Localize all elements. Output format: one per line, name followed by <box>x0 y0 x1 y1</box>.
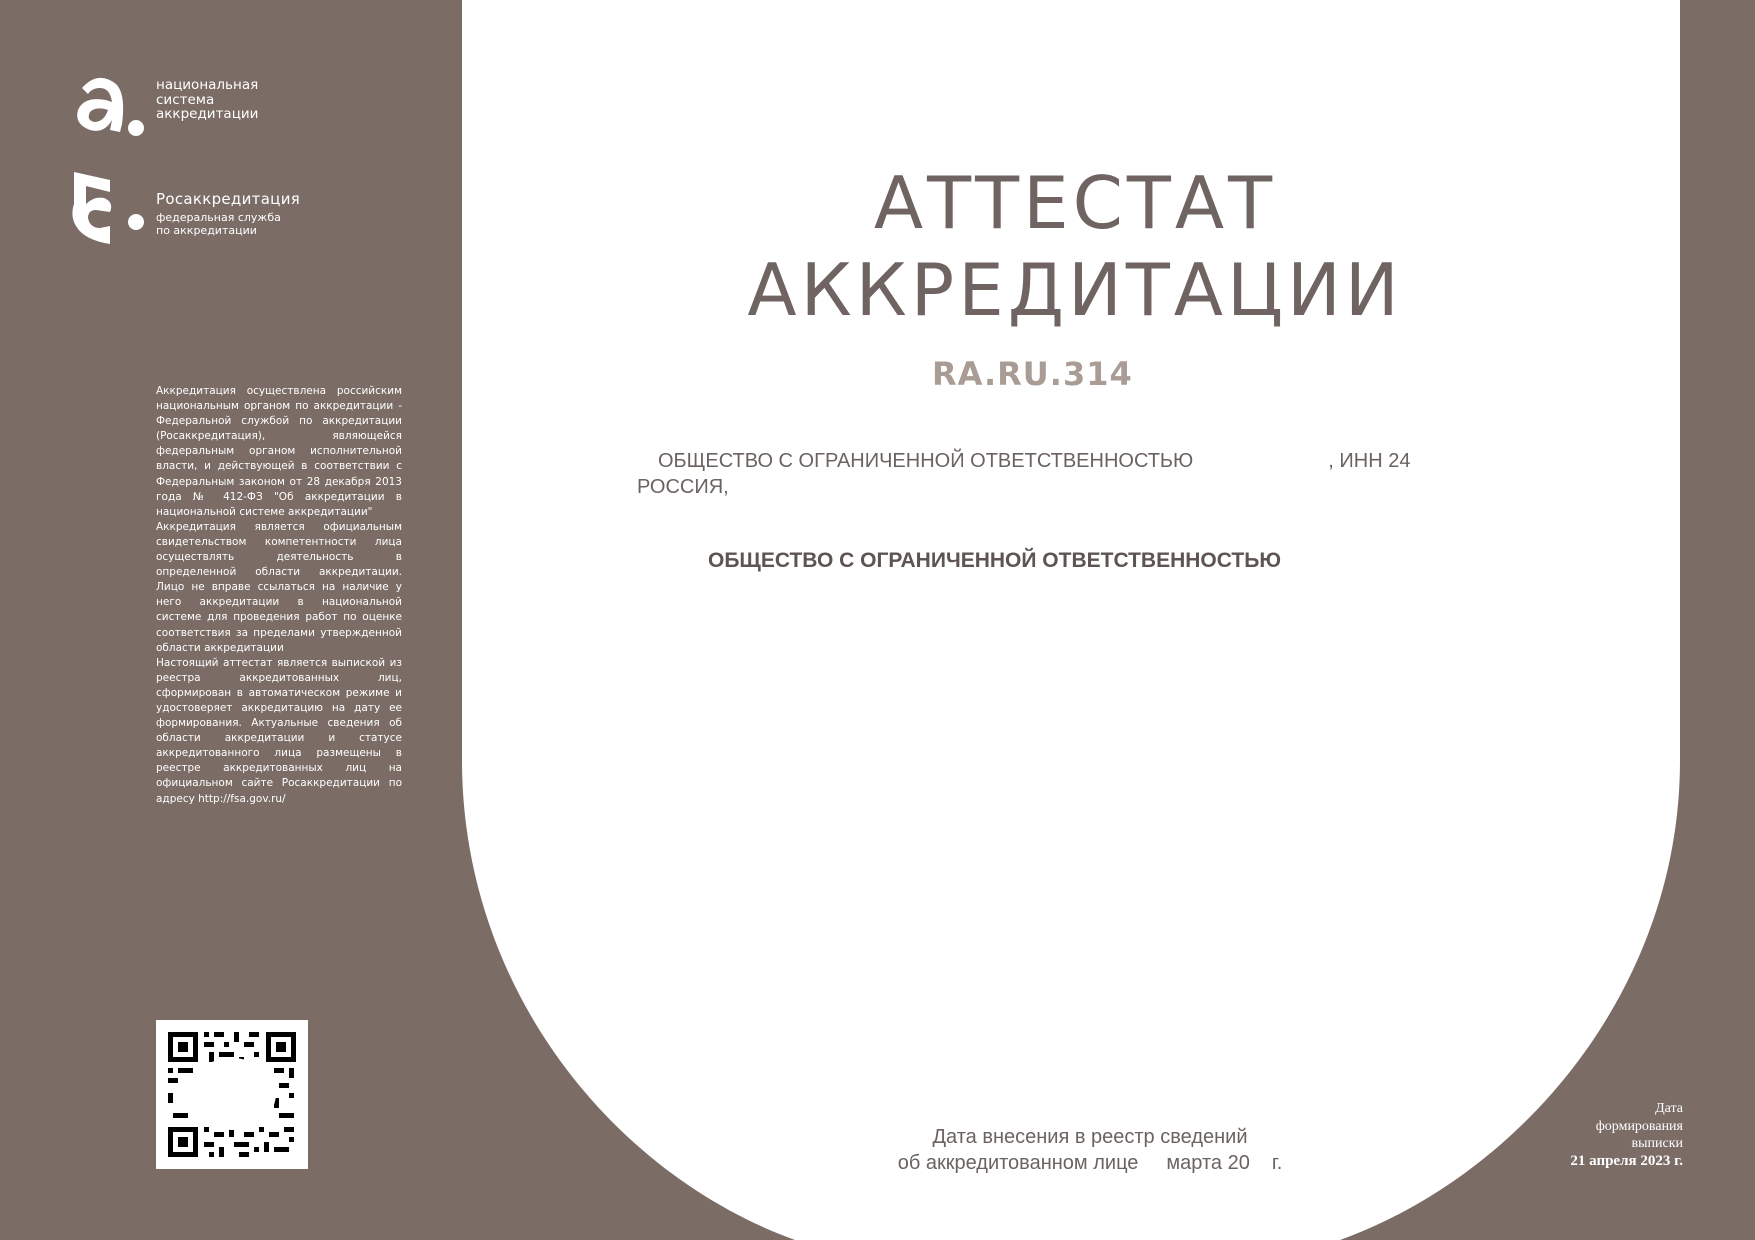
registry-entry-date <box>880 1124 1300 1176</box>
formation-date-label: Дата <box>1655 1101 1683 1116</box>
formation-date-block <box>1570 1100 1683 1170</box>
organization-details-line2: РОССИЯ, <box>637 476 729 498</box>
registration-number: RA.RU.314 <box>932 355 1133 393</box>
nsa-logo-line: аккредитации <box>156 106 259 122</box>
formation-date-label: выписки <box>1631 1136 1683 1151</box>
organization-inn-text: , ИНН 24 <box>1328 450 1411 472</box>
formation-date-label: формирования <box>1595 1118 1683 1134</box>
registry-entry-year-suffix: г. <box>1271 1152 1283 1174</box>
rosaccreditation-logo <box>70 170 300 250</box>
certificate-title-line1: АТТЕСТАТ <box>873 161 1277 245</box>
formation-date-value: 21 апреля 2023 г. <box>1570 1152 1683 1169</box>
accredited-organization-title: ОБЩЕСТВО С ОГРАНИЧЕННОЙ ОТВЕТСТВЕННОСТЬЮ <box>708 549 1281 572</box>
certificate-title-line2: АККРЕДИТАЦИИ <box>747 248 1403 332</box>
rosaccreditation-logo-icon <box>70 170 150 250</box>
qr-code <box>156 1020 308 1169</box>
nsa-logo-line: национальная <box>156 77 259 93</box>
national-accreditation-system-logo-icon <box>70 70 150 150</box>
registry-entry-label-line1: Дата внесения в реестр сведений <box>932 1126 1248 1148</box>
registry-entry-label-text: об аккредитованном лице <box>897 1152 1139 1174</box>
legal-paragraph: Настоящий аттестат является выпиской из реестра аккредитованных лиц, сформирован в автоматическом режиме и удостоверяет аккредитацию на дату ее формирования. Актуальные сведения об области аккредитации и статусе аккредитованного лица размещены в реестре аккредитованных лиц на официальном сайте Росаккредитации по адресу http://fsa.gov.ru/ <box>156 656 402 805</box>
nsa-logo-text <box>156 78 258 122</box>
nsa-logo <box>70 70 258 150</box>
qr-code-icon <box>156 1020 308 1169</box>
rosaccreditation-subtitle: федеральная служба <box>156 211 281 224</box>
organization-name-text: ОБЩЕСТВО С ОГРАНИЧЕННОЙ ОТВЕТСТВЕННОСТЬЮ <box>658 450 1194 472</box>
rosaccreditation-subtitle: по аккредитации <box>156 224 257 237</box>
registry-entry-month: марта 20 <box>1166 1152 1250 1174</box>
rosaccreditation-name: Росаккредитация <box>156 190 301 208</box>
registry-entry-label-line2 <box>880 1150 1300 1176</box>
legal-paragraph: Аккредитация является официальным свидетельством компетентности лица осуществлять деятельность в определенной области аккредитации. Лицо не вправе ссылаться на наличие у него аккредитации в национальной системе для проведения работ по оценке соответствия за пределами утвержденной области аккредитации <box>156 520 402 654</box>
organization-details-line1 <box>658 450 1410 473</box>
legal-paragraph: Аккредитация осуществлена российским национальным органом по аккредитации - Федеральной службой по аккредитации (Росаккредитация), являющейся федеральным органом исполнительной власти, и действующей в соответствии с Федеральным законом от 28 декабря 2013 года № 412-ФЗ "Об аккредитации в национальной системе аккредитации" <box>156 385 402 518</box>
rosaccreditation-logo-text <box>156 190 300 237</box>
nsa-logo-line: система <box>156 91 215 108</box>
accreditation-legal-text <box>156 384 402 807</box>
